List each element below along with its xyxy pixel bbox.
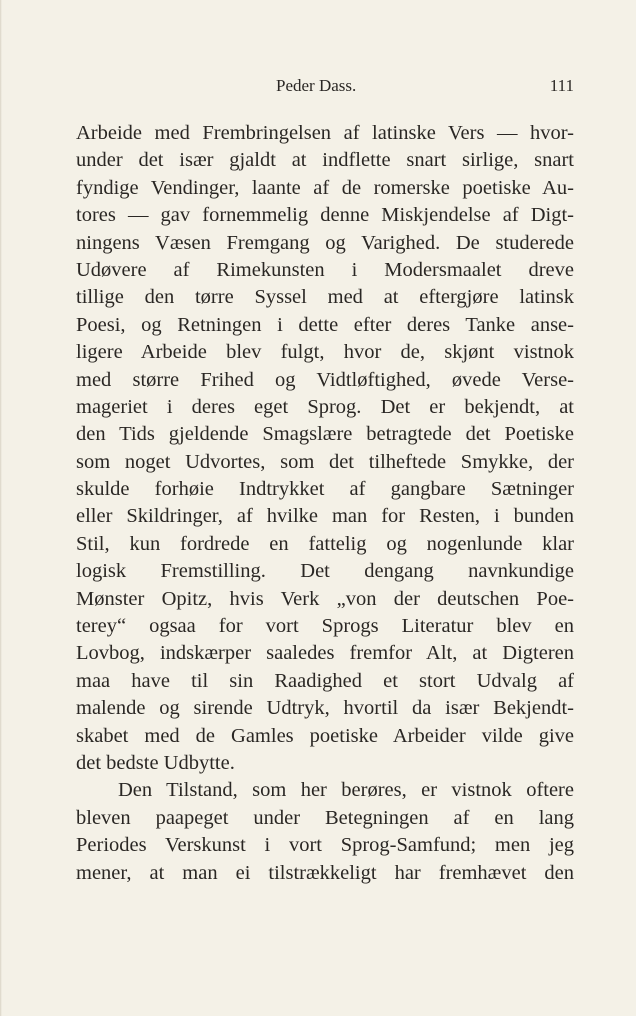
text-line: malende og sirende Udtryk, hvortil da især Bekjendt- — [76, 697, 574, 720]
text-line: Poesi, og Retningen i dette efter deres Tanke anse- — [76, 313, 574, 336]
paragraph-end-line: det bedste Udbytte. — [76, 751, 235, 774]
paragraph-start-line: Den Tilstand, som her berøres, er vistnok oftere — [118, 779, 574, 802]
text-line: ningens Væsen Fremgang og Varighed. De studerede — [76, 231, 574, 254]
text-line: Stil, kun fordrede en fattelig og nogenlunde klar — [76, 532, 574, 555]
text-line: mener, at man ei tilstrækkeligt har fremhævet den — [76, 861, 574, 884]
text-line: skabet med de Gamles poetiske Arbeider vilde give — [76, 724, 574, 747]
text-line: Mønster Opitz, hvis Verk „von der deutschen Poe- — [76, 587, 574, 610]
text-line: Udøvere af Rimekunsten i Modersmaalet dreve — [76, 258, 574, 281]
text-line: terey“ ogsaa for vort Sprogs Literatur blev en — [76, 615, 574, 638]
text-line: bleven paapeget under Betegningen af en lang — [76, 806, 574, 829]
text-line: tillige den tørre Syssel med at eftergjøre latinsk — [76, 286, 574, 309]
text-line: eller Skildringer, af hvilke man for Resten, i bunden — [76, 505, 574, 528]
text-line: mageriet i deres eget Sprog. Det er bekjendt, at — [76, 395, 574, 418]
page-number: 111 — [549, 76, 574, 95]
text-line: skulde forhøie Indtrykket af gangbare Sætninger — [76, 478, 574, 501]
text-line: Arbeide med Frembringelsen af latinske Vers — hvor- — [76, 122, 574, 144]
page-edge — [0, 0, 2, 1016]
text-line: Lovbog, indskærper saaledes fremfor Alt, at Digteren — [76, 642, 574, 665]
text-line: tores — gav fornemmelig denne Miskjendelse af Digt- — [76, 204, 574, 227]
body-text — [76, 120, 574, 887]
running-title: Peder Dass. — [276, 76, 357, 95]
text-line: logisk Fremstilling. Det dengang navnkundige — [76, 560, 574, 583]
text-line: som noget Udvortes, som det tilheftede Smykke, der — [76, 450, 574, 473]
text-line: med større Frihed og Vidtløftighed, øvede Verse- — [76, 368, 574, 391]
text-line: ligere Arbeide blev fulgt, hvor de, skjønt vistnok — [76, 341, 574, 364]
text-line: under det især gjaldt at indflette snart sirlige, snart — [76, 149, 574, 172]
text-line: fyndige Vendinger, laante af de romerske poetiske Au- — [76, 176, 574, 199]
page-header — [76, 76, 574, 100]
text-line: den Tids gjeldende Smagslære betragtede det Poetiske — [76, 423, 574, 446]
text-line: maa have til sin Raadighed et stort Udvalg af — [76, 669, 574, 692]
text-line: Periodes Verskunst i vort Sprog-Samfund; men jeg — [76, 834, 574, 857]
